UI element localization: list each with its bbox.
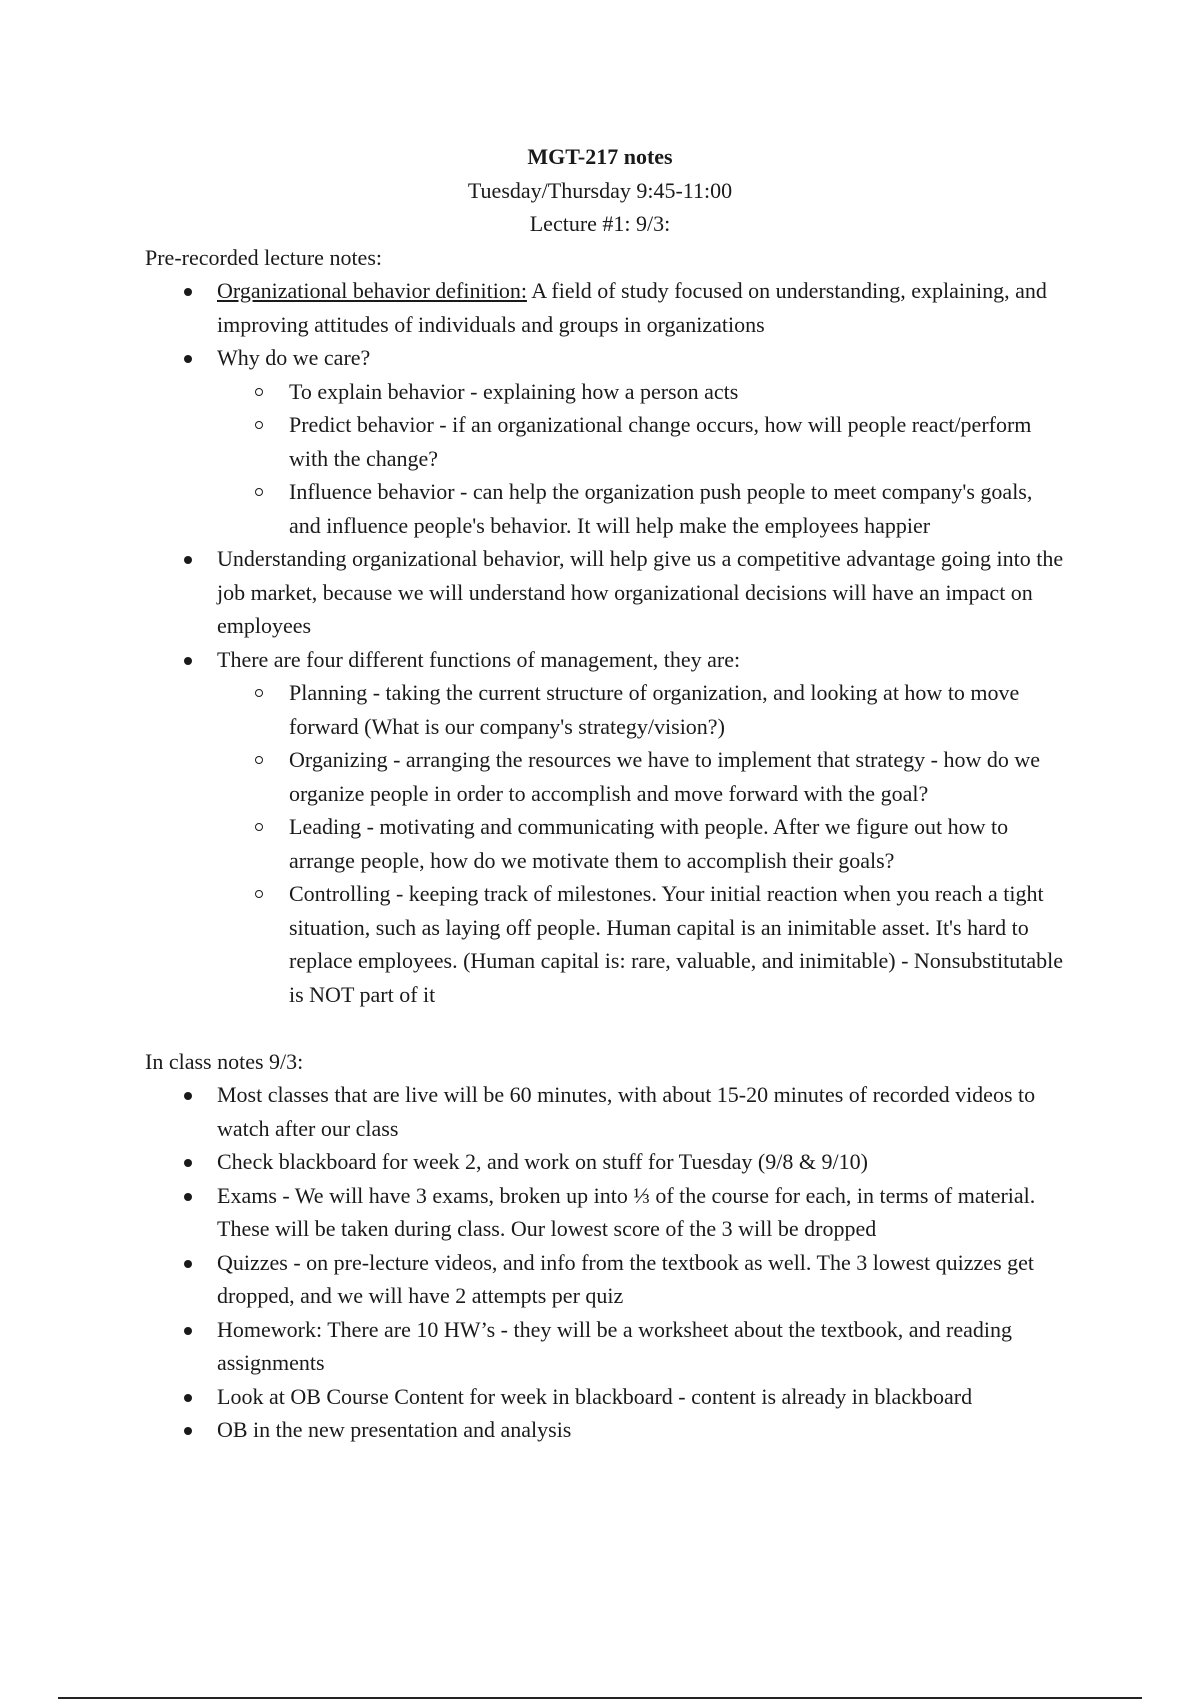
list-item: Look at OB Course Content for week in blackboard - content is already in blackboard [145,1380,1065,1414]
inclass-list [145,1078,1065,1447]
list-item: Homework: There are 10 HW’s - they will be a worksheet about the textbook, and reading assignments [145,1313,1065,1380]
document-page [145,140,1065,1447]
list-item [145,643,1065,1012]
document-title: MGT-217 notes [527,144,673,169]
sub-list-item: Controlling - keeping track of milestones. Your initial reaction when you reach a tight situation, such as laying off people. Human capital is an inimitable asset. It's hard to replace employees. (Human capital is: rare, valuable, and inimitable) - Nonsubstitutable is NOT part of it [217,877,1065,1011]
sub-list-item: To explain behavior - explaining how a person acts [217,375,1065,409]
list-item-text: Why do we care? [217,345,371,370]
list-item [145,341,1065,542]
page-bottom-rule [58,1697,1142,1699]
sub-list [217,375,1065,543]
sub-list-item: Predict behavior - if an organizational change occurs, how will people react/perform with the change? [217,408,1065,475]
lecture-label: Lecture #1: 9/3: [529,211,671,236]
sub-list-item: Planning - taking the current structure of organization, and looking at how to move forward (What is our company's strategy/vision?) [217,676,1065,743]
definition-label: Organizational behavior definition: [217,278,527,303]
spacer [145,1011,1065,1045]
list-item: Most classes that are live will be 60 minutes, with about 15-20 minutes of recorded videos to watch after our class [145,1078,1065,1145]
list-item: OB in the new presentation and analysis [145,1413,1065,1447]
document-header [0,140,1200,241]
list-item: Understanding organizational behavior, will help give us a competitive advantage going into the job market, because we will understand how organizational decisions will have an impact on employees [145,542,1065,643]
sub-list-item: Organizing - arranging the resources we have to implement that strategy - how do we organize people in order to accomplish and move forward with the goal? [217,743,1065,810]
sub-list [217,676,1065,1011]
list-item: Check blackboard for week 2, and work on stuff for Tuesday (9/8 & 9/10) [145,1145,1065,1179]
list-item [145,274,1065,341]
inclass-heading: In class notes 9/3: [145,1048,304,1074]
prerecorded-list [145,274,1065,1011]
prerecorded-heading: Pre-recorded lecture notes: [145,244,382,270]
sub-list-item: Influence behavior - can help the organization push people to meet company's goals, and influence people's behavior. It will help make the employees happier [217,475,1065,542]
sub-list-item: Leading - motivating and communicating with people. After we figure out how to arrange people, how do we motivate them to accomplish their goals? [217,810,1065,877]
list-item: Quizzes - on pre-lecture videos, and info from the textbook as well. The 3 lowest quizzes get dropped, and we will have 2 attempts per quiz [145,1246,1065,1313]
list-item-text: There are four different functions of management, they are: [217,646,741,672]
list-item: Exams - We will have 3 exams, broken up into ⅓ of the course for each, in terms of material. These will be taken during class. Our lowest score of the 3 will be dropped [145,1179,1065,1246]
class-schedule: Tuesday/Thursday 9:45-11:00 [467,177,733,203]
definition-text: A field of study focused on understanding, explaining, and improving attitudes of individuals and groups in organizations [217,278,1047,337]
